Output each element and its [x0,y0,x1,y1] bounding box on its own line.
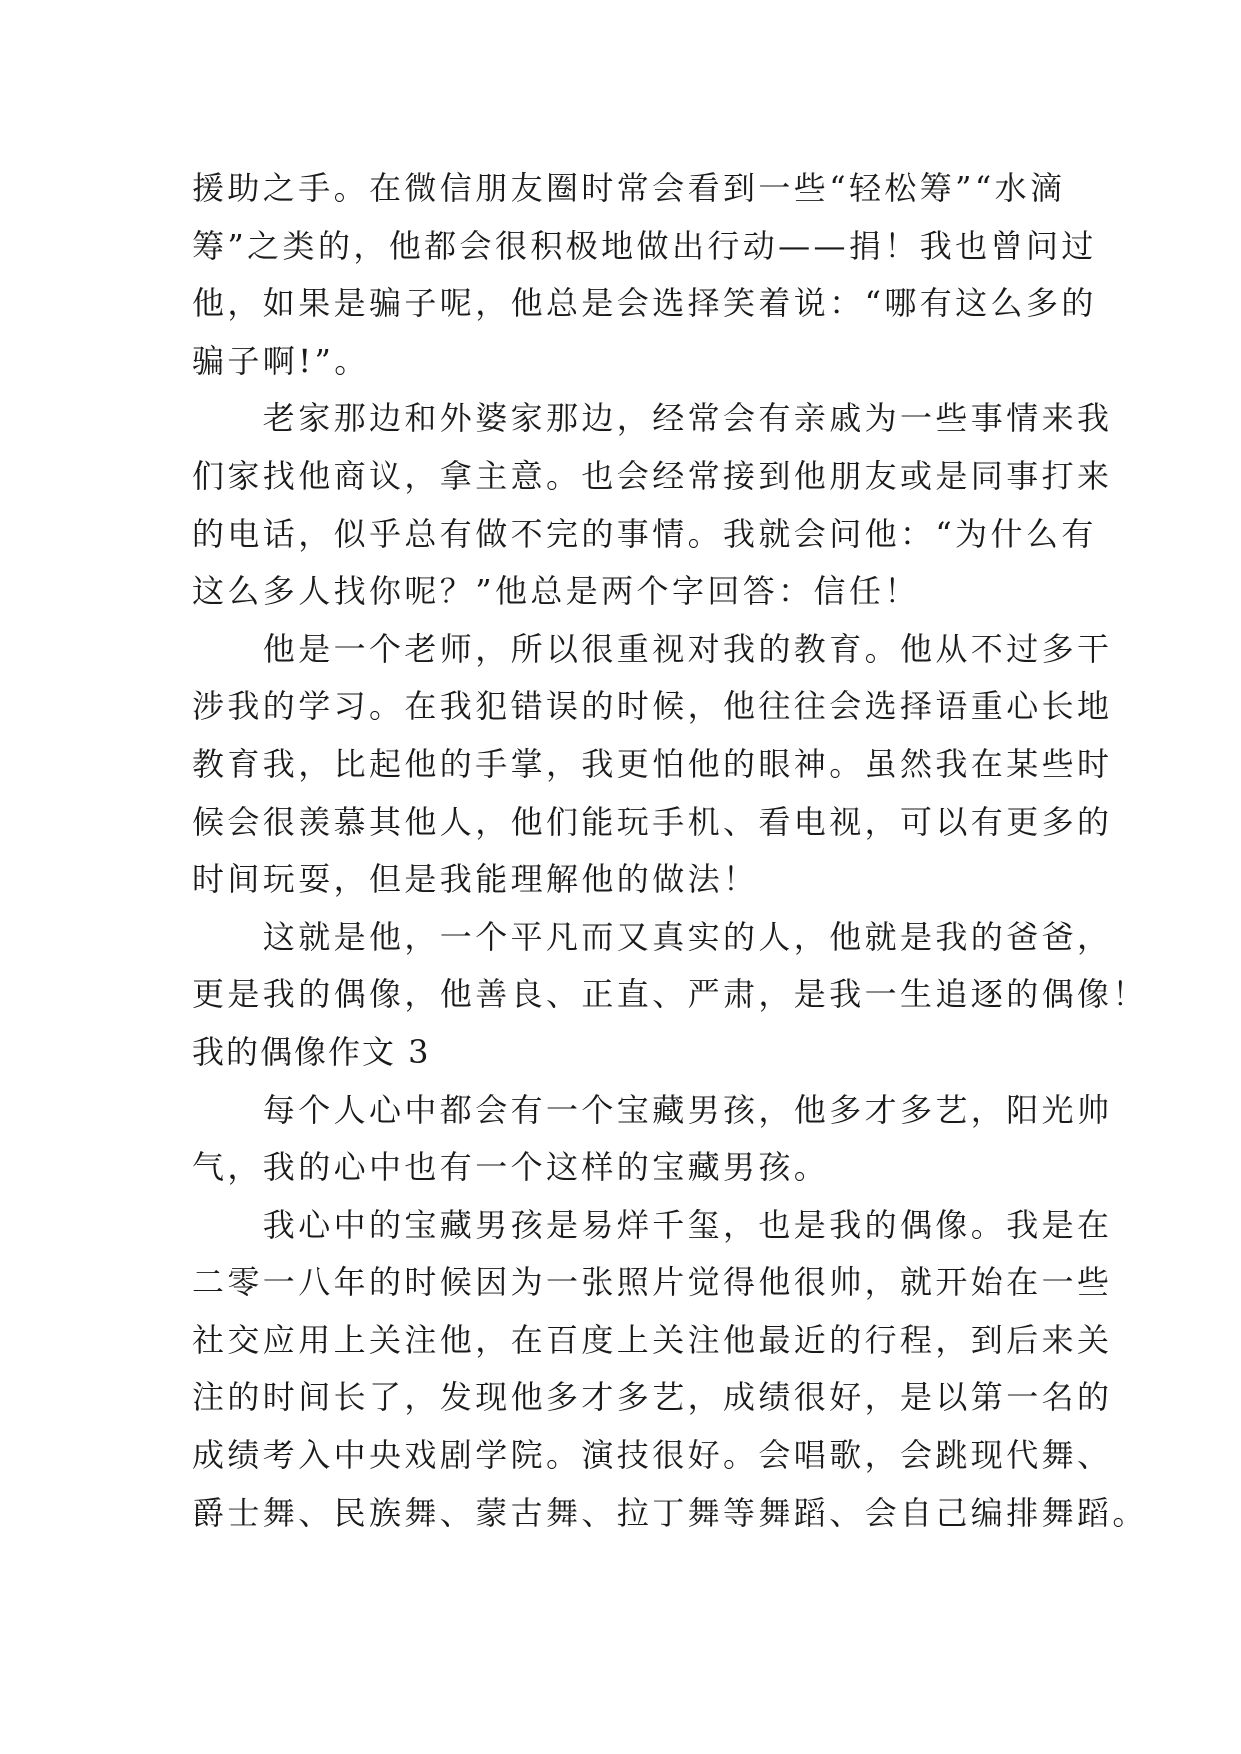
text-line: 骗子啊!”。 [192,341,370,380]
text-line: 我心中的宝藏男孩是易烊千玺，也是我的偶像。我是在 [192,1205,1113,1244]
text-line: 更是我的偶像，他善良、正直、严肃，是我一生追逐的偶像！ [192,975,1148,1014]
text-line: 援助之手。在微信朋友圈时常会看到一些“轻松筹”“水滴 [192,169,1066,207]
section-heading: 我的偶像作文 3 [192,1032,431,1071]
text-line: 爵士舞、民族舞、蒙古舞、拉丁舞等舞蹈、会自己编排舞蹈。 [192,1493,1148,1532]
text-line: 他，如果是骗子呢，他总是会选择笑着说：“哪有这么多的 [192,284,1097,323]
text-line: 候会很羡慕其他人，他们能玩手机、看电视，可以有更多的 [192,802,1113,841]
text-line: 这么多人找你呢？”他总是两个字回答：信任！ [192,572,920,611]
text-line: 注的时间长了，发现他多才多艺，成绩很好，是以第一名的 [192,1378,1113,1417]
text-line: 二零一八年的时候因为一张照片觉得他很帅，就开始在一些 [192,1263,1113,1302]
text-line: 的电话，似乎总有做不完的事情。我就会问他：“为什么有 [192,514,1097,553]
text-line: 成绩考入中央戏剧学院。演技很好。会唱歌，会跳现代舞、 [192,1436,1113,1475]
text-line: 涉我的学习。在我犯错误的时候，他往往会选择语重心长地 [192,687,1113,726]
text-line: 筹”之类的，他都会很积极地做出行动——捐！我也曾问过 [192,226,1097,265]
text-line: 们家找他商议，拿主意。也会经常接到他朋友或是同事打来 [192,456,1113,495]
text-line: 气，我的心中也有一个这样的宝藏男孩。 [192,1148,830,1187]
essay-body [192,160,1148,1542]
text-line: 教育我，比起他的手掌，我更怕他的眼神。虽然我在某些时 [192,744,1113,783]
text-line: 这就是他，一个平凡而又真实的人，他就是我的爸爸， [192,917,1113,956]
text-line: 时间玩耍，但是我能理解他的做法！ [192,860,759,899]
text-line: 每个人心中都会有一个宝藏男孩，他多才多艺，阳光帅 [192,1090,1113,1129]
text-line: 老家那边和外婆家那边，经常会有亲戚为一些事情来我 [192,399,1113,438]
text-line: 社交应用上关注他，在百度上关注他最近的行程，到后来关 [192,1320,1113,1359]
text-line: 他是一个老师，所以很重视对我的教育。他从不过多干 [192,629,1113,668]
